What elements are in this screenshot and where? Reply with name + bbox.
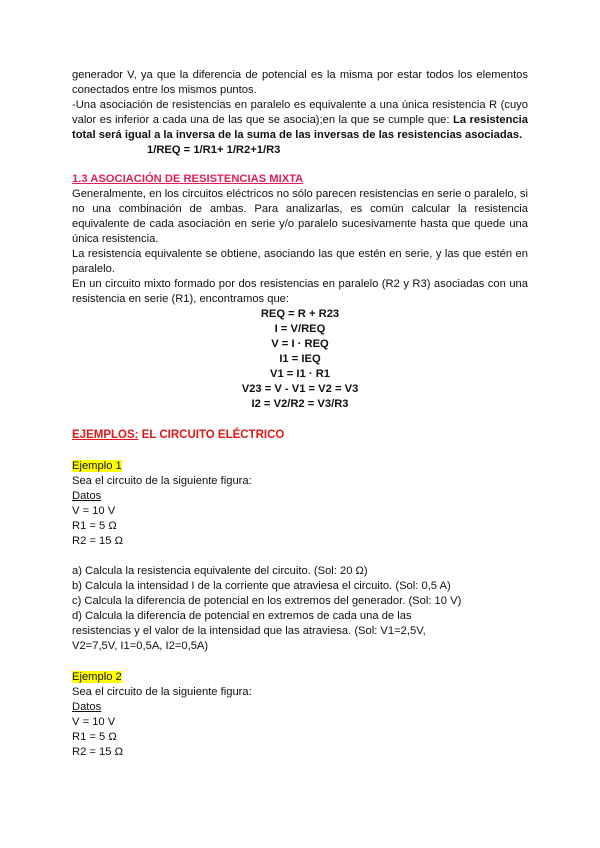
- ejemplo-1-intro: Sea el circuito de la siguiente figura:: [72, 475, 252, 487]
- ejemplo-2-r1: R1 = 5 Ω: [72, 731, 117, 743]
- equation: V = I · REQ: [271, 338, 329, 350]
- intro-paragraph-1: generador V, ya que la diferencia de potencial es la misma por estar todos los elementos conectados entre los mismos puntos.: [72, 69, 528, 96]
- ejemplo-1: [72, 459, 528, 654]
- section-title-mixta: 1.3 ASOCIACIÓN DE RESISTENCIAS MIXTA: [72, 173, 304, 185]
- ejemplo-2-intro: Sea el circuito de la siguiente figura:: [72, 686, 252, 698]
- ejemplos-heading-underlined: EJEMPLOS:: [72, 429, 139, 441]
- intro-paragraph-2: [72, 98, 528, 143]
- ejemplos-heading-rest: EL CIRCUITO ELÉCTRICO: [138, 429, 285, 441]
- intro-paragraph-2-bold: La resistencia total será igual a la inversa de la suma de las inversas de las resistencias asociadas.: [72, 114, 528, 141]
- equation: V23 = V - V1 = V2 = V3: [241, 383, 359, 395]
- ejemplo-1-question-a: a) Calcula la resistencia equivalente del circuito. (Sol: 20 Ω): [72, 565, 368, 577]
- ejemplo-2-r2: R2 = 15 Ω: [72, 746, 123, 758]
- ejemplo-1-question-b: b) Calcula la intensidad I de la corriente que atraviesa el circuito. (Sol: 0,5 A): [72, 580, 451, 592]
- ejemplo-1-r1: R1 = 5 Ω: [72, 520, 117, 532]
- ejemplo-1-question-d-line-1: d) Calcula la diferencia de potencial en extremos de cada una de las: [72, 610, 412, 622]
- section-paragraph-1: Generalmente, en los circuitos eléctricos no sólo parecen resistencias en serie o paralelo, si no una combinación de ambas. Para analizarlas, es común calcular la resistencia equivalente de cada asociación en serie y/o paralelo sucesivamente hasta que quede una única resistencia.: [72, 188, 528, 245]
- equation: I2 = V2/R2 = V3/R3: [251, 398, 349, 410]
- section-paragraph-3: En un circuito mixto formado por dos resistencias en paralelo (R2 y R3) asociadas con una resistencia en serie (R1), encontramos que:: [72, 278, 528, 305]
- ejemplo-2: [72, 670, 528, 760]
- parallel-formula: 1/REQ = 1/R1+ 1/R2+1/R3: [147, 144, 281, 156]
- ejemplo-1-question-d-line-2: resistencias y el valor de la intensidad que las atraviesa. (Sol: V1=2,5V,: [72, 625, 426, 637]
- ejemplo-1-title: Ejemplo 1: [72, 460, 122, 472]
- equation: REQ = R + R23: [260, 308, 340, 320]
- document-page: [72, 68, 528, 760]
- ejemplo-1-question-c: c) Calcula la diferencia de potencial en los extremos del generador. (Sol: 10 V): [72, 595, 462, 607]
- ejemplo-1-voltage: V = 10 V: [72, 505, 116, 517]
- ejemplo-2-title: Ejemplo 2: [72, 671, 122, 683]
- ejemplo-1-datos-label: Datos: [72, 490, 102, 502]
- ejemplo-2-datos-label: Datos: [72, 701, 102, 713]
- ejemplos-heading: [72, 428, 528, 443]
- equation: I = V/REQ: [274, 323, 326, 335]
- equation: V1 = I1 · R1: [269, 368, 330, 380]
- equation: I1 = IEQ: [279, 353, 321, 365]
- ejemplo-1-r2: R2 = 15 Ω: [72, 535, 123, 547]
- ejemplo-1-question-d-line-3: V2=7,5V, I1=0,5A, I2=0,5A): [72, 640, 209, 652]
- section-paragraph-2: La resistencia equivalente se obtiene, asociando las que estén en serie, y las que estén en paralelo.: [72, 248, 528, 275]
- equation-block: [72, 307, 528, 412]
- ejemplo-2-voltage: V = 10 V: [72, 716, 116, 728]
- intro-paragraph-2-plain: -Una asociación de resistencias en paralelo es equivalente a una única resistencia R (cuyo valor es inferior a cada una de las que se asocia);en la que se cumple que:: [72, 99, 528, 126]
